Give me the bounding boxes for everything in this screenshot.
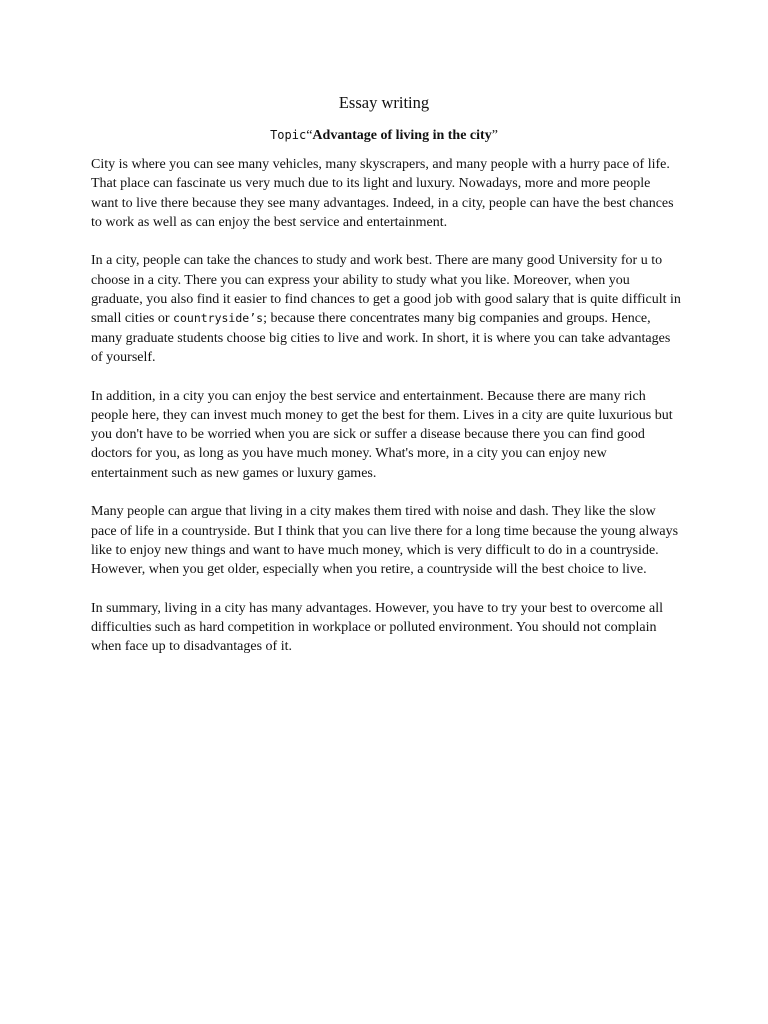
paragraph-study-work [91,251,681,367]
paragraph-summary: In summary, living in a city has many advantages. However, you have to try your best to overcome all difficulties such as hard competition in workplace or polluted environment. You should not complain when face up to disadvantages of it. [91,600,663,655]
essay-body [91,155,681,676]
paragraph-study-work-part-1: In a city, people can take the chances to study and work best. There are many good University for u to choose in a city. There you can express your ability to study what you like. Moreover, when you graduate, you also find it easier to find chances to get a good job with good salary that is quite difficult in small cities or [91,253,681,327]
essay-topic [0,126,768,145]
paragraph-introduction: City is where you can see many vehicles, many skyscrapers, and many people with a hurry pace of life. That place can fascinate us very much due to its light and luxury. Nowadays, more and more people want to live there because they see many advantages. Indeed, in a city, people can have the best chances to work as well as can enjoy the best service and entertainment. [91,157,674,230]
paragraph-service-entertainment: In addition, in a city you can enjoy the best service and entertainment. Because there are many rich people here, they can invest much money to get the best for them. Lives in a city are quite luxurious but you don't have to be worried when you are sick or suffer a disease because there you can find good doctors for you, as long as you have much money. What's more, in a city you can enjoy new entertainment such as new games or luxury games. [91,388,673,481]
document-title: Essay writing [338,93,430,112]
topic-open-quote: “ [306,128,313,143]
paragraph-counterargument: Many people can argue that living in a city makes them tired with noise and dash. They like the slow pace of life in a countryside. But I think that you can live there for a long time because the young always like to enjoy new things and want to have much money, which is very difficult to do in a countryside. However, when you get older, especially when you retire, a countryside will the best choice to live. [91,504,679,578]
paragraph-study-work-countryside: countryside’s [173,311,264,326]
topic-close-quote: ” [491,128,498,143]
topic-prefix: Topic [270,128,307,142]
topic-name: Advantage of living in the city [312,128,492,143]
paragraph-study-work-part-2: ; because there concentrates many big companies and groups. Hence, many graduate students choose big cities to live and work. In short, it is where you can take advantages of yourself. [91,311,671,365]
